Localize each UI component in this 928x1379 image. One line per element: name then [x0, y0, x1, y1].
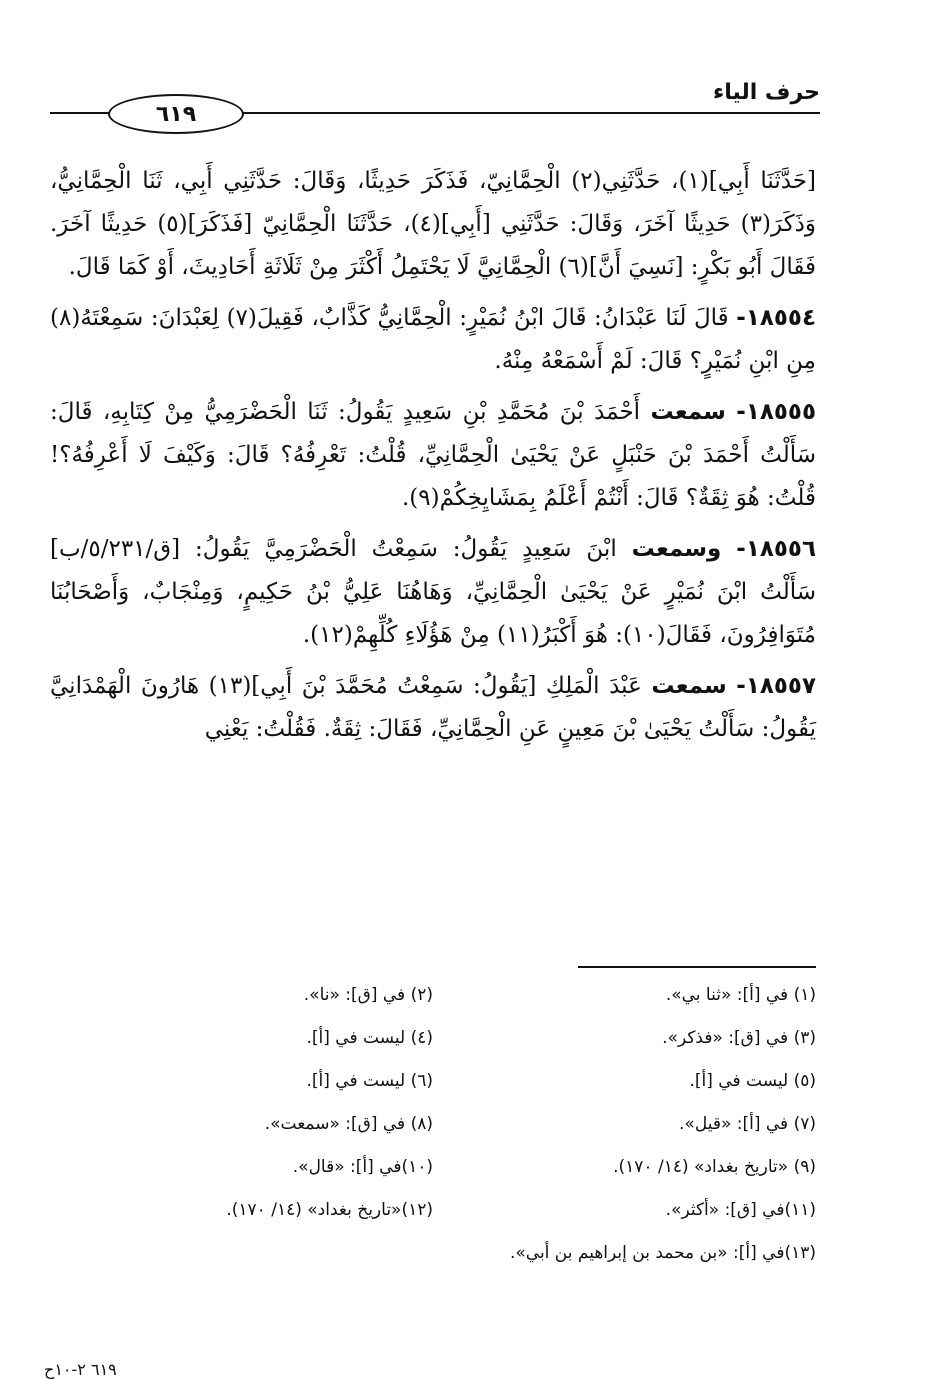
footnote: (١) في [أ]: «ثنا بي».: [665, 985, 816, 1005]
paragraph-text: عَبْدَ الْمَلِكِ [يَقُولُ: سَمِعْتُ مُحَمَّدَ بْنَ أَبِي](١٣) هَارُونَ الْهَمْدَانِيَّ يَقُولُ: سَأَلْتُ يَحْيَىٰ بْنَ مَعِينٍ عَنِ الْحِمَّانِيِّ، فَقَالَ: ثِقَةٌ. فَقُلْتُ: يَعْنِي: [50, 673, 816, 742]
footnote: (١٠)في [أ]: «قال».: [292, 1157, 433, 1177]
footnote: (٥) ليست في [أ].: [689, 1071, 816, 1091]
main-text: [50, 160, 816, 759]
print-signature: ٦١٩ ٢-١٠ح: [44, 1360, 117, 1379]
paragraph-text: [حَدَّثَنَا أَبِي](١)، حَدَّثَنِي(٢) الْحِمَّانِيّ، فَذَكَرَ حَدِيثًا، وَقَالَ: حَدَّثَنِي أَبِي، ثَنَا الْحِمَّانِيُّ، وَذَكَرَ(٣) حَدِيثًا آخَرَ، وَقَالَ: حَدَّثَنِي [أَبِي](٤)، حَدَّثَنَا الْحِمَّانِيّ [فَذَكَرَ](٥) حَدِيثًا آخَرَ. فَقَالَ أَبُو بَكْرٍ: [نَسِيَ أَنَّ](٦) الْحِمَّانِيَّ لَا يَحْتَمِلُ أَكْثَرَ مِنْ ثَلَاثَةِ أَحَادِيثَ، أَوْ كَمَا قَالَ.: [50, 168, 816, 280]
paragraph: [50, 391, 816, 520]
footnote: (١٢)«تاريخ بغداد» (١٤/ ١٧٠).: [226, 1200, 433, 1220]
footnote: (٤) ليست في [أ].: [306, 1028, 433, 1048]
paragraph-text: ابْنَ سَعِيدٍ يَقُولُ: سَمِعْتُ الْحَضْرَمِيَّ يَقُولُ: [ق/٥/٢٣١/ب] سَأَلْتُ ابْنَ نُمَيْرٍ عَنْ يَحْيَىٰ الْحِمَّانِيِّ، وَهَاهُنَا عَلِيُّ بْنُ حَكِيمٍ، وَمِنْجَابٌ، وَأَصْحَابُنَا مُتَوَافِرُونَ، فَقَالَ(١٠): هُوَ أَكْبَرُ(١١) مِنْ هَؤُلَاءِ كُلِّهِمْ(١٢).: [50, 536, 816, 648]
hadith-number: ١٨٥٥٦-: [736, 536, 817, 562]
lead-word: وسمعت: [631, 536, 722, 562]
paragraph-text: قَالَ لَنَا عَبْدَانُ: قَالَ ابْنُ نُمَيْرٍ: الْحِمَّانِيُّ كَذَّابٌ، فَقِيلَ(٧) لِعَبْدَانَ: سَمِعْتَهُ(٨) مِنِ ابْنِ نُمَيْرٍ؟ قَالَ: لَمْ أَسْمَعْهُ مِنْهُ.: [50, 305, 816, 374]
footnote: (٨) في [ق]: «سمعت».: [264, 1114, 433, 1134]
paragraph: [50, 528, 816, 657]
page-header: [50, 70, 820, 130]
footnote: (١١)في [ق]: «أكثر».: [665, 1200, 816, 1220]
footnote: (٦) ليست في [أ].: [306, 1071, 433, 1091]
paragraph: [50, 297, 816, 383]
page-number: ٦١٩: [108, 94, 244, 134]
chapter-title: حرف الياء: [712, 80, 820, 105]
paragraph-text: أَحْمَدَ بْنَ مُحَمَّدِ بْنِ سَعِيدٍ يَقُولُ: ثَنَا الْحَضْرَمِيُّ مِنْ كِتَابِهِ، قَالَ: سَأَلْتُ أَحْمَدَ بْنَ حَنْبَلٍ عَنْ يَحْيَىٰ الْحِمَّانِيِّ، قُلْتُ: تَعْرِفُهُ؟ قَالَ: وَكَيْفَ لَا أَعْرِفُهُ؟! قُلْتُ: هُوَ ثِقَةٌ؟ قَالَ: أَنْتُمْ أَعْلَمُ بِمَشَايِخِكُمْ(٩).: [50, 399, 816, 511]
footnotes: [50, 982, 816, 1266]
footnote: (٣) في [ق]: «فذكر».: [662, 1028, 816, 1048]
hadith-number: ١٨٥٥٥-: [736, 399, 817, 425]
lead-word: سمعت: [650, 399, 726, 425]
footnote: (٩) «تاريخ بغداد» (١٤/ ١٧٠).: [613, 1157, 816, 1177]
footnote: (٢) في [ق]: «نا».: [303, 985, 433, 1005]
paragraph: [50, 160, 816, 289]
hadith-number: ١٨٥٥٧-: [736, 673, 817, 699]
lead-word: سمعت: [651, 673, 727, 699]
paragraph: [50, 665, 816, 751]
footnote: (٧) في [أ]: «قيل».: [679, 1114, 816, 1134]
hadith-number: ١٨٥٥٤-: [736, 305, 817, 331]
footnote: (١٣)في [أ]: «بن محمد بن إبراهيم بن أبي».: [509, 1243, 816, 1263]
footnote-rule: [578, 966, 816, 968]
